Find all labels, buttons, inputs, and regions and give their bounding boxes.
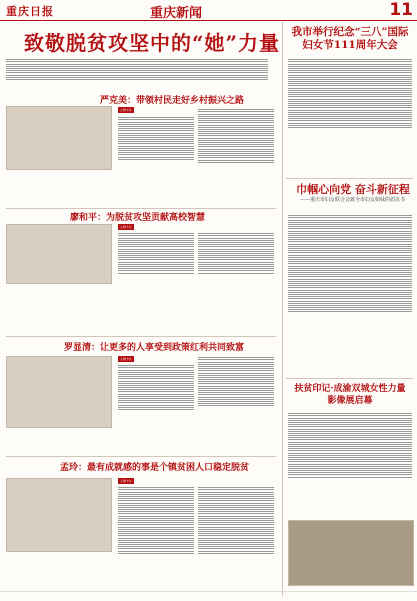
divider: [6, 456, 276, 457]
article-4-photo: [6, 478, 112, 552]
newspaper-logo: 重庆日报: [6, 5, 54, 18]
main-headline: 致敬脱贫攻坚中的“她”力量: [24, 31, 281, 55]
article-1-photo: [6, 106, 112, 170]
article-1-title: 严克美：带领村民走好乡村振兴之路: [100, 96, 245, 106]
article-2-tag: 人物卡片: [120, 225, 133, 229]
article-3-photo: [6, 356, 112, 428]
divider: [6, 208, 276, 209]
article-1-text-col-1: [118, 116, 194, 161]
masthead: [0, 0, 417, 21]
article-4-text-col-1: [118, 486, 194, 555]
page-number: 11: [389, 0, 413, 20]
article-3-text-col-2: [198, 356, 274, 408]
lead-paragraph: [6, 58, 268, 90]
right-article-2-text: [288, 214, 412, 314]
right-subheadline-2: ——重庆市妇女联合会致全市妇女姐妹的倡议书: [300, 197, 406, 203]
article-2-photo: [6, 224, 112, 284]
article-3-text-col-1: [118, 364, 194, 411]
article-4-title: 孟玲：最有成就感的事是个镇贫困人口稳定脱贫: [60, 463, 250, 473]
article-2-text-col-1: [118, 232, 194, 275]
article-1-tag: 人物卡片: [120, 108, 133, 112]
divider: [286, 178, 413, 179]
article-4-tag: 人物卡片: [120, 479, 133, 483]
article-1-text-col-2: [198, 108, 274, 164]
article-2-title: 廖和平：为脱贫攻坚贡献高校智慧: [70, 213, 206, 223]
article-4-text-col-2: [198, 486, 274, 555]
article-2-text-col-2: [198, 232, 274, 275]
right-article-3-photo: [288, 520, 414, 586]
divider: [286, 378, 413, 379]
right-headline-2: 巾帼心向党 奋斗新征程: [296, 183, 410, 196]
right-headline-3: 扶贫印记·成渝双城女性力量影像展启幕: [294, 384, 406, 406]
right-article-1-text: [288, 58, 412, 129]
right-headline-1: 我市举行纪念“三八”国际妇女节111周年大会: [291, 26, 409, 51]
section-title: 重庆新闻: [150, 6, 203, 21]
article-3-title: 罗显清：让更多的人享受到政策红利共同致富: [64, 343, 245, 353]
divider: [6, 336, 276, 337]
article-3-tag: 人物卡片: [120, 357, 133, 361]
right-article-3-text: [288, 412, 412, 479]
